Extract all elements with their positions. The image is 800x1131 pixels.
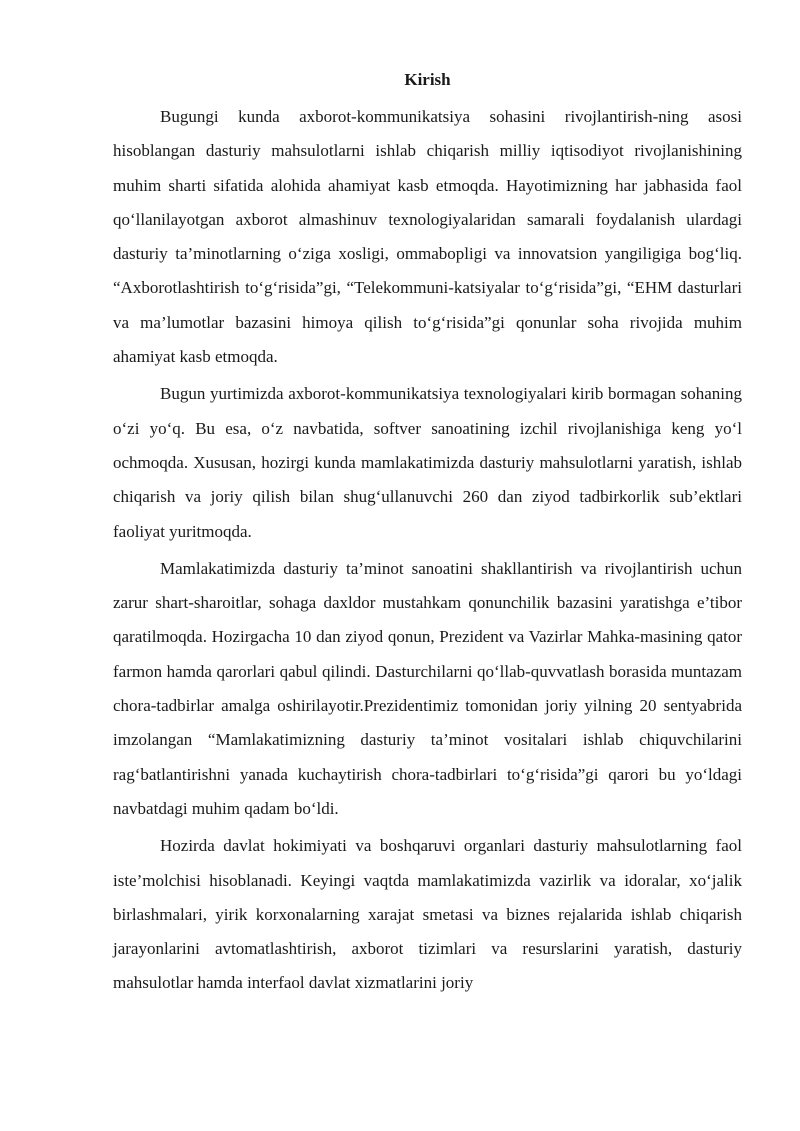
document-page: [113, 68, 742, 1001]
paragraph-3: Mamlakatimizda dasturiy ta’minot sanoatini shakllantirish va rivojlantirish uchun zarur shart-sharoitlar, sohaga daxldor mustahkam qonunchilik bazasini yaratishga e’tibor qaratilmoqda. Hozirgacha 10 dan ziyod qonun, Prezident va Vazirlar Mahka-masining qator farmon hamda qarorlari qabul qilindi. Dasturchilarni qo‘llab-quvvatlash borasida muntazam chora-tadbirlar amalga oshirilayotir.Prezidentimiz tomonidan joriy yilning 20 sentyabrida imzolangan “Mamlakatimizning dasturiy ta’minot vositalari ishlab chiquvchilarini rag‘batlantirishni yanada kuchaytirish chora-tadbirlari to‘g‘risida”gi qarori bu yo‘ldagi navbatdagi muhim qadam bo‘ldi.: [113, 558, 742, 818]
paragraph-1: Bugungi kunda axborot-kommunikatsiya sohasini rivojlantirish-ning asosi hisoblangan dasturiy mahsulotlarni ishlab chiqarish milliy iqtisodiyot rivojlanishining muhim sharti sifatida alohida ahamiyat kasb etmoqda. Hayotimizning har jabhasida faol qo‘llanilayotgan axborot almashinuv texnologiyalaridan samarali foydalanish ulardagi dasturiy ta’minotlarning o‘ziga xosligi, ommabopligi va innovatsion yangiligiga bog‘liq. “Axborotlashtirish to‘g‘risida”gi, “Telekommuni-katsiyalar to‘g‘risida”gi, “EHM dasturlari va ma’lumotlar bazasini himoya qilish to‘g‘risida”gi qonunlar soha rivojida muhim ahamiyat kasb etmoqda.: [113, 107, 742, 367]
page-title: Kirish: [404, 70, 451, 89]
paragraph-2: Bugun yurtimizda axborot-kommunikatsiya texnologiyalari kirib bormagan sohaning o‘zi yo‘q. Bu esa, o‘z navbatida, softver sanoatining izchil rivojlanishiga keng yo‘l ochmoqda. Xususan, hozirgi kunda mamlakatimizda dasturiy mahsulotlarni yaratish, ishlab chiqarish va joriy qilish bilan shug‘ullanuvchi 260 dan ziyod tadbirkorlik sub’ektlari faoliyat yuritmoqda.: [113, 384, 742, 541]
paragraph-4: Hozirda davlat hokimiyati va boshqaruvi organlari dasturiy mahsulotlarning faol iste’molchisi hisoblanadi. Keyingi vaqtda mamlakatimizda vazirlik va idoralar, xo‘jalik birlashmalari, yirik korxonalarning xarajat smetasi va biznes rejalarida ishlab chiqarish jarayonlarini avtomatlashtirish, axborot tizimlari va resurslarini yaratish, dasturiy mahsulotlar hamda interfaol davlat xizmatlarini joriy: [113, 836, 742, 993]
